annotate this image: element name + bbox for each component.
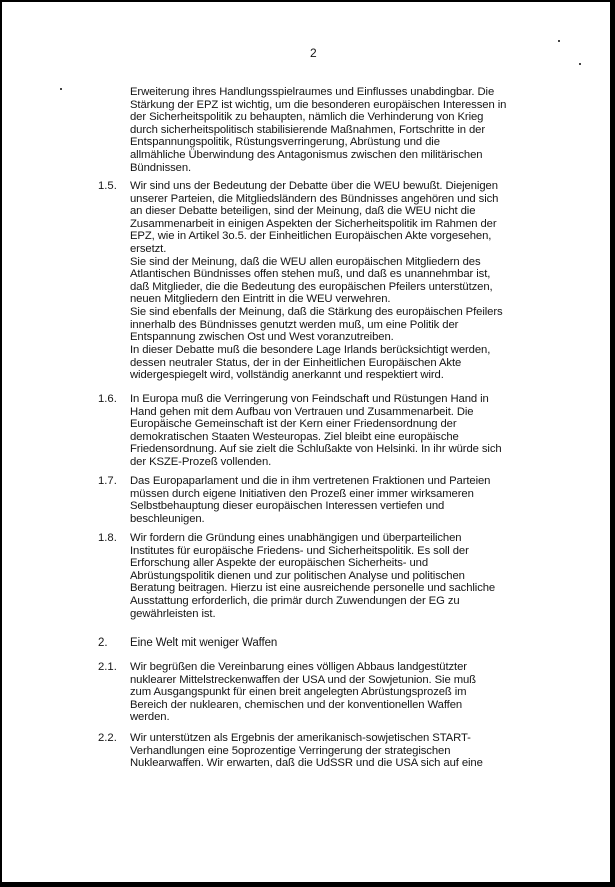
heading-title: Eine Welt mit weniger Waffen xyxy=(130,637,278,649)
section-number: 1.6. xyxy=(98,393,117,405)
page-number: 2 xyxy=(310,46,317,60)
section-number: 2.1. xyxy=(98,661,117,673)
paragraph-text: Wir begrüßen die Vereinbarung eines völligen Abbaus landgestützter nuklearer Mittelstreckenwaffen der USA und der Sowjetunion. Sie muß zum Ausgangspunkt für einen breit angelegten Abrüstungsprozeß im Bereich der nuklearen, chemischen und der konventionellen Waffen werden. xyxy=(130,661,476,724)
paragraph-text: Wir unterstützen als Ergebnis der amerikanisch-sowjetischen START- Verhandlungen eine 5oprozentige Verringerung der strategischen Nuklearwaffen. Wir erwarten, daß die UdSSR und die USA sich auf eine xyxy=(130,732,483,770)
heading-number: 2. xyxy=(98,637,108,649)
scan-border-top xyxy=(0,0,615,2)
scan-speck xyxy=(558,40,560,42)
scan-border-right xyxy=(610,0,615,887)
paragraph-text: In Europa muß die Verringerung von Feindschaft und Rüstungen Hand in Hand gehen mit dem Aufbau von Vertrauen und Zusammenarbeit. Die Europäische Gemeinschaft ist der Kern einer Friedensordnung der demokratischen Staaten Westeuropas. Ziel bleibt eine europäische Friedensordnung. Auf sie zielt die Schlußakte von Helsinki. In ihr würde sich der KSZE-Prozeß vollenden. xyxy=(130,393,502,468)
paragraph-text: Erweiterung ihres Handlungsspielraumes und Einflusses unabdingbar. Die Stärkung der EPZ ist wichtig, um die besonderen europäischen Interessen in der Sicherheitspolitik zu behaupten, nämlich die Verhinderung von Krieg durch sicherheitspolitisch stabilisierende Maßnahmen, Fortschritte in der Entspannungspolitik, Rüstungsverringerung, Abrüstung und die allmähliche Überwindung des Antagonismus zwischen den militärischen Bündnissen. xyxy=(130,86,507,174)
scan-speck xyxy=(60,88,62,90)
paragraph-text: Wir fordern die Gründung eines unabhängigen und überparteilichen Institutes für europäische Friedens- und Sicherheitspolitik. Es soll der Erforschung aller Aspekte der europäischen Sicherheits- und Abrüstungspolitik dienen und zur politischen Analyse und politischen Beratung beitragen. Hierzu ist eine ausreichende personelle und sachliche Ausstattung erforderlich, die primär durch Zuwendungen der EG zu gewährleisten ist. xyxy=(130,532,496,620)
section-number: 1.8. xyxy=(98,532,117,544)
paragraph-text: Das Europaparlament und die in ihm vertretenen Fraktionen und Parteien müssen durch eigene Initiativen den Prozeß einer immer wirksameren Selbstbehauptung dieser europäischen Interessen vertiefen und beschleunigen. xyxy=(130,475,491,525)
scan-border-left xyxy=(0,0,2,887)
scan-border-bottom xyxy=(0,882,615,887)
scan-speck xyxy=(579,63,581,65)
paragraph-text: In dieser Debatte muß die besondere Lage Irlands berücksichtigt werden, dessen neutraler Status, der in der Einheitlichen Europäischen Akte widergespiegelt wird, vollständig anerkannt und respektiert wird. xyxy=(130,344,491,382)
section-number: 1.5. xyxy=(98,180,117,192)
section-number: 2.2. xyxy=(98,732,117,744)
paragraph-text: Wir sind uns der Bedeutung der Debatte über die WEU bewußt. Diejenigen unserer Parteien, die Mitgliedsländern des Bündnisses angehören und sich an dieser Debatte beteiligen, sind der Meinung, daß die WEU nicht die Zusammenarbeit in einigen Aspekten der Sicherheitspolitik im Rahmen der EPZ, wie in Artikel 3o.5. der Einheitlichen Europäischen Akte vorgesehen, ersetzt. Sie sind der Meinung, daß die WEU allen europäischen Mitgliedern des Atlantischen Bündnisses offen stehen muß, und daß es unannehmbar ist, daß Mitglieder, die die Bedeutung des europäischen Pfeilers unterstützen, neuen Mitgliedern den Eintritt in die WEU verwehren. Sie sind ebenfalls der Meinung, daß die Stärkung des europäischen Pfeilers innerhalb des Bündnisses genutzt werden muß, um eine Politik der Entspannung zwischen Ost und West voranzutreiben. xyxy=(130,180,503,344)
section-number: 1.7. xyxy=(98,475,117,487)
